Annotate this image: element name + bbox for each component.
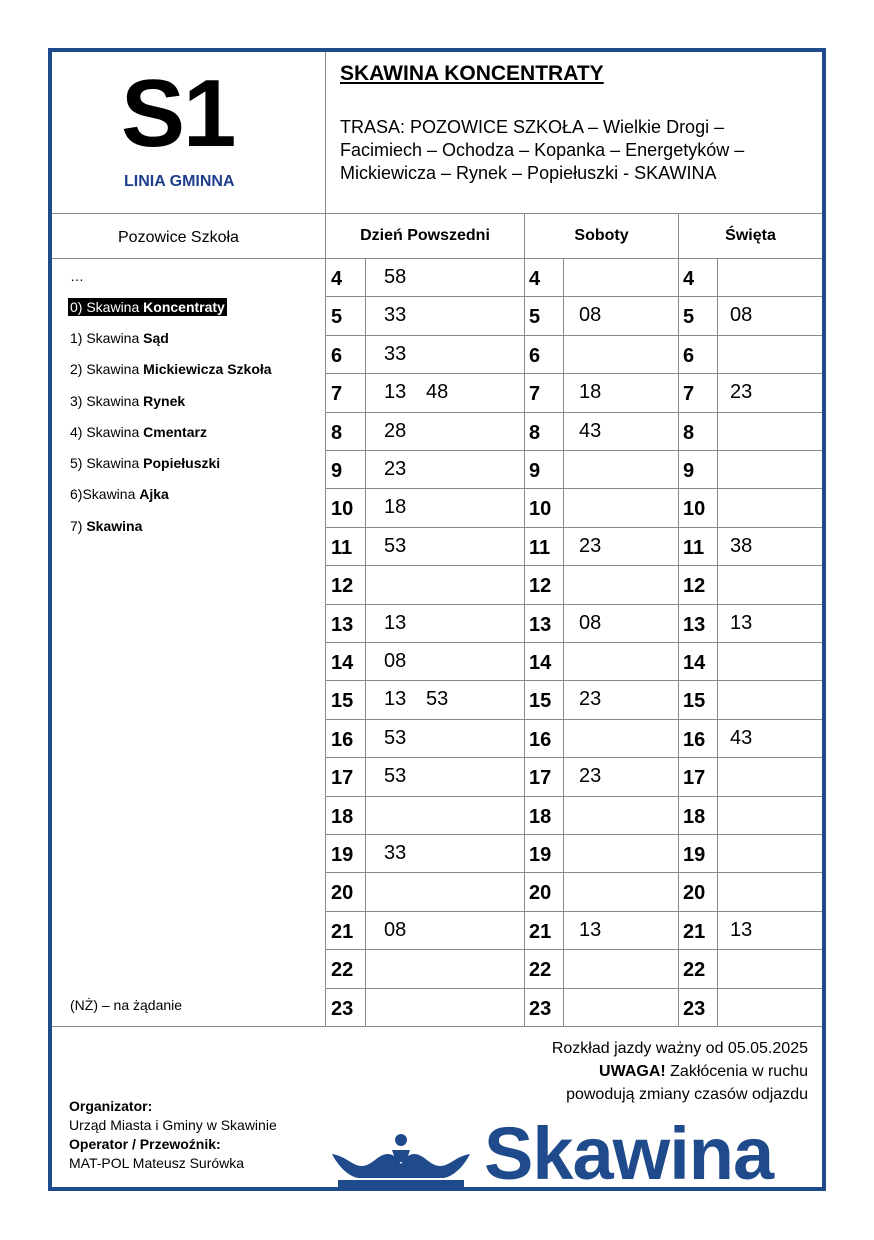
holiday-hour: 7: [683, 383, 695, 405]
route-line: TRASA: POZOWICE SZKOŁA – Wielkie Drogi –: [340, 117, 725, 137]
weekday-departure-minute: 08: [384, 919, 407, 941]
line-type: LINIA GMINNA: [124, 173, 235, 190]
row-divider: [326, 527, 822, 528]
holiday-hour: 10: [683, 498, 706, 520]
holiday-hour: 17: [683, 767, 706, 789]
weekday-departure-minute: 58: [384, 266, 407, 288]
weekday-departure-minute: 53: [384, 727, 407, 749]
organizer-block: [69, 1097, 277, 1173]
weekday-hour: 18: [331, 806, 354, 828]
saturday-hour: 17: [529, 767, 552, 789]
route-description: [340, 116, 744, 185]
weekday-hour: 4: [331, 268, 343, 290]
weekday-departure-minute: 23: [384, 458, 407, 480]
saturday-departure-minute: 08: [579, 304, 602, 326]
saturday-departure-minute: 23: [579, 535, 602, 557]
holiday-hour: 5: [683, 306, 695, 328]
warning-line: [552, 1060, 808, 1083]
weekday-hour: 9: [331, 460, 343, 482]
stop-name: Sąd: [143, 330, 169, 346]
weekday-hour: 11: [331, 537, 353, 559]
holiday-hour: 12: [683, 575, 706, 597]
holiday-hour: 22: [683, 959, 706, 981]
row-divider: [326, 834, 822, 835]
weekday-hour: 6: [331, 345, 343, 367]
weekday-departure-minute: 33: [384, 343, 407, 365]
column-header-divider: [52, 258, 822, 259]
line-number: S1: [121, 60, 235, 167]
stop-name: Mickiewicza Szkoła: [143, 361, 272, 377]
holiday-hour: 13: [683, 614, 706, 636]
row-divider: [326, 872, 822, 873]
saturday-hour: 8: [529, 422, 541, 444]
stop-item: [70, 268, 84, 284]
row-divider: [326, 680, 822, 681]
holiday-hour: 4: [683, 268, 695, 290]
stop-name: Ajka: [139, 486, 169, 502]
weekday-hour: 12: [331, 575, 354, 597]
stop-prefix: 2) Skawina: [70, 361, 144, 377]
stop-name: Cmentarz: [143, 424, 207, 440]
holiday-hour: 15: [683, 690, 706, 712]
saturday-hour: 13: [529, 614, 552, 636]
organizer-label: Organizator:: [69, 1098, 153, 1114]
holiday-hour: 14: [683, 652, 706, 674]
saturday-hour: 23: [529, 998, 552, 1020]
saturday-hour: 12: [529, 575, 552, 597]
saturday-hour: 16: [529, 729, 552, 751]
crown-logo-icon: [328, 1132, 474, 1192]
stop-item: [70, 455, 220, 471]
current-stop: [68, 298, 227, 316]
warning-label: UWAGA!: [599, 1063, 666, 1080]
holiday-departure-minute: 13: [730, 612, 753, 634]
saturday-hour: 7: [529, 383, 541, 405]
route-line: Mickiewicza – Rynek – Popiełuszki - SKAWINA: [340, 163, 717, 183]
stop-item: [70, 424, 207, 440]
saturday-departure-minute: 43: [579, 420, 602, 442]
holiday-hour: 16: [683, 729, 706, 751]
weekday-departure-minute: 18: [384, 496, 407, 518]
stop-item: [70, 518, 142, 534]
saturday-departure-minute: 13: [579, 919, 602, 941]
holiday-departure-minute: 08: [730, 304, 753, 326]
warning-text: Zakłócenia w ruchu: [665, 1063, 808, 1080]
weekday-hour: 7: [331, 383, 343, 405]
saturday-hour: 14: [529, 652, 552, 674]
saturday-hour: 18: [529, 806, 552, 828]
stop-prefix: 6)Skawina: [70, 486, 140, 502]
weekday-column-header: Dzień Powszedni: [360, 227, 490, 244]
weekday-departure-minute: 53: [384, 535, 407, 557]
stop-item: [70, 361, 272, 377]
weekday-hour: 16: [331, 729, 354, 751]
weekday-hour: 22: [331, 959, 354, 981]
saturday-hour: 19: [529, 844, 552, 866]
stop-prefix: 4) Skawina: [70, 424, 144, 440]
saturday-hour: 9: [529, 460, 541, 482]
weekday-departure-minute: 13: [384, 612, 407, 634]
stop-item: [70, 393, 185, 409]
row-divider: [326, 450, 822, 451]
weekday-hour: 5: [331, 306, 343, 328]
weekday-hour: 19: [331, 844, 354, 866]
stop-name: Koncentraty: [143, 299, 225, 315]
valid-from: Rozkład jazdy ważny od 05.05.2025: [551, 1040, 808, 1057]
row-divider: [326, 488, 822, 489]
stop-item: [70, 486, 169, 502]
weekday-departure-minute: 48: [426, 381, 449, 403]
holiday-departure-minute: 38: [730, 535, 753, 557]
stop-name: Rynek: [143, 393, 186, 409]
holiday-hour: 23: [683, 998, 706, 1020]
holiday-departure-minute: 23: [730, 381, 753, 403]
operator-label: Operator / Przewoźnik:: [69, 1136, 221, 1152]
stop-prefix: 5) Skawina: [70, 455, 144, 471]
row-divider: [326, 335, 822, 336]
timetable-frame: [48, 48, 826, 1195]
holiday-hour: 9: [683, 460, 695, 482]
holiday-departure-minute: 43: [730, 727, 753, 749]
organizer-name: Urząd Miasta i Gminy w Skawinie: [69, 1117, 277, 1133]
row-divider: [326, 296, 822, 297]
weekday-departure-minute: 53: [426, 688, 449, 710]
saturday-departure-minute: 18: [579, 381, 602, 403]
stop-prefix: 3) Skawina: [70, 393, 144, 409]
row-divider: [326, 565, 822, 566]
row-divider: [326, 642, 822, 643]
saturday-hour: 21: [529, 921, 552, 943]
weekday-departure-minute: 33: [384, 842, 407, 864]
table-bottom-divider: [52, 1026, 822, 1027]
weekday-hour: 14: [331, 652, 354, 674]
saturday-hour: 22: [529, 959, 552, 981]
row-divider: [326, 373, 822, 374]
holiday-hour: 18: [683, 806, 706, 828]
weekday-hour: 13: [331, 614, 354, 636]
weekday-departure-minute: 28: [384, 420, 407, 442]
holiday-hour: 8: [683, 422, 695, 444]
holiday-hour: 6: [683, 345, 695, 367]
saturday-hour: 5: [529, 306, 541, 328]
saturday-hour: 11: [529, 537, 551, 559]
skawina-logo-text: Skawina: [484, 1112, 774, 1195]
weekday-hour: 15: [331, 690, 354, 712]
row-divider: [326, 412, 822, 413]
warning-line-2: powodują zmiany czasów odjazdu: [566, 1086, 808, 1103]
weekday-departure-minute: 53: [384, 765, 407, 787]
row-divider: [326, 719, 822, 720]
on-request-note: (NŻ) – na żądanie: [70, 997, 183, 1013]
weekday-hour: 21: [331, 921, 354, 943]
holiday-hour: 11: [683, 537, 705, 559]
operator-name: MAT-POL Mateusz Surówka: [69, 1155, 245, 1171]
header-divider: [52, 213, 822, 214]
route-line: Facimiech – Ochodza – Kopanka – Energetyków –: [340, 140, 745, 160]
holiday-hour: 21: [683, 921, 706, 943]
saturday-hour: 15: [529, 690, 552, 712]
row-divider: [326, 796, 822, 797]
weekday-departure-minute: 33: [384, 304, 407, 326]
weekday-hour: 8: [331, 422, 343, 444]
stop-name: Skawina: [86, 518, 143, 534]
holiday-departure-minute: 13: [730, 919, 753, 941]
row-divider: [326, 911, 822, 912]
saturday-departure-minute: 08: [579, 612, 602, 634]
saturday-departure-minute: 23: [579, 688, 602, 710]
weekday-departure-minute: 08: [384, 650, 407, 672]
saturday-departure-minute: 23: [579, 765, 602, 787]
holiday-hour: 19: [683, 844, 706, 866]
row-divider: [326, 949, 822, 950]
left-column-divider: [325, 52, 326, 1027]
saturday-hour: 6: [529, 345, 541, 367]
stop-name: Popiełuszki: [143, 455, 221, 471]
stop-prefix: 1) Skawina: [70, 330, 144, 346]
stop-item: [70, 330, 169, 346]
weekday-hour: 17: [331, 767, 354, 789]
holiday-hour: 20: [683, 882, 706, 904]
saturday-hour: 4: [529, 268, 541, 290]
saturday-column-header: Soboty: [574, 227, 629, 244]
weekday-hour: 23: [331, 998, 354, 1020]
origin-stop-label: Pozowice Szkoła: [118, 229, 239, 246]
footer-notes: [552, 1037, 808, 1106]
row-divider: [326, 604, 822, 605]
row-divider: [326, 988, 822, 989]
saturday-hour: 20: [529, 882, 552, 904]
row-divider: [326, 757, 822, 758]
stop-prefix: 0) Skawina: [70, 299, 144, 315]
weekday-departure-minute: 13: [384, 688, 407, 710]
holiday-column-header: Święta: [725, 227, 776, 244]
saturday-hour: 10: [529, 498, 552, 520]
stop-prefix: 7): [70, 518, 87, 534]
weekday-departure-minute: 13: [384, 381, 407, 403]
weekday-hour: 20: [331, 882, 354, 904]
stop-prefix: …: [70, 268, 84, 284]
weekday-hour: 10: [331, 498, 354, 520]
stop-title: SKAWINA KONCENTRATY: [340, 62, 604, 85]
